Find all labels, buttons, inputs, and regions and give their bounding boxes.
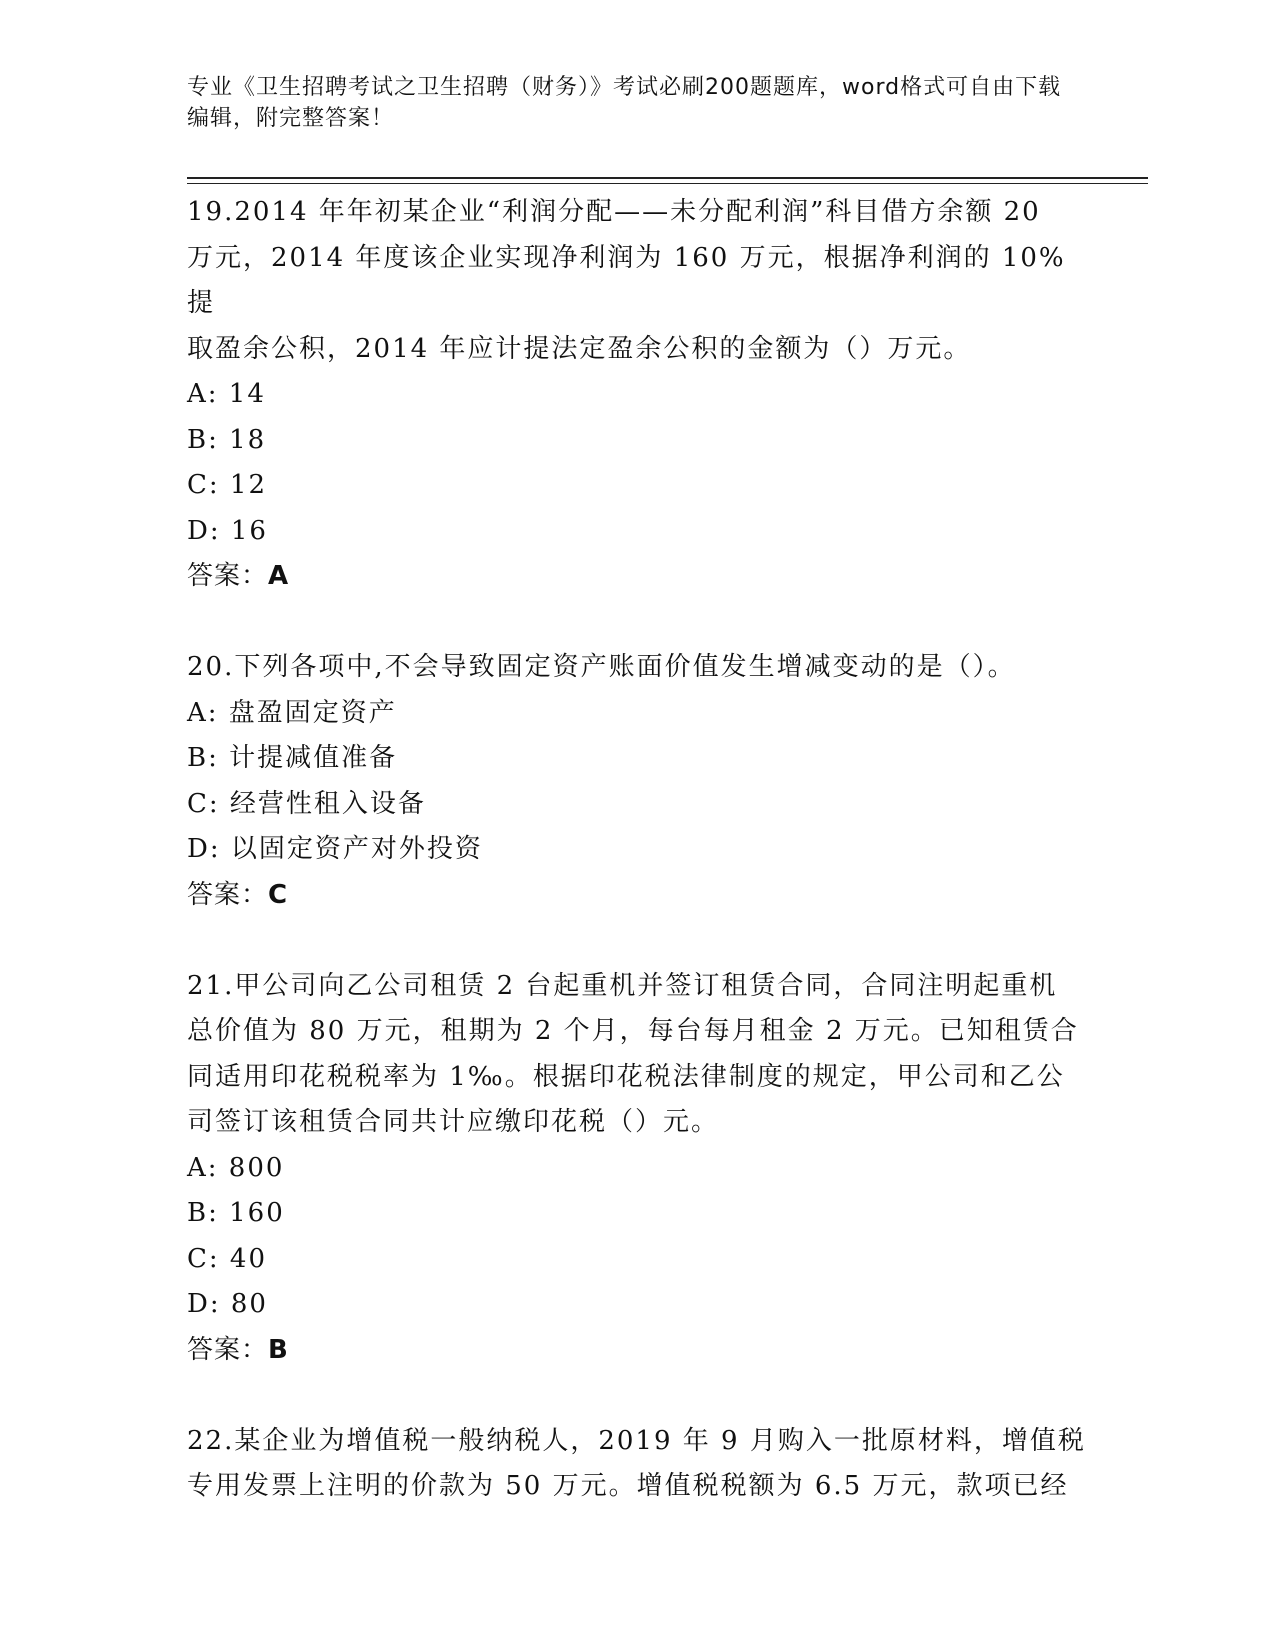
answer-value: B [268,1334,289,1365]
answer-label: 答案： [187,1334,269,1365]
option-b: B: 160 [187,1198,285,1228]
answer-label: 答案： [187,879,269,910]
header-rule-thick [187,177,1148,179]
question-stem-line: 22.某企业为增值税一般纳税人，2019 年 9 月购入一批原材料，增值税 [187,1425,1086,1456]
question-stem-line: 司签订该租赁合同共计应缴印花税（）元。 [187,1107,720,1137]
answer-label: 答案： [187,561,269,591]
option-a: A: 盘盈固定资产 [187,697,397,728]
option-c: C: 12 [187,470,268,500]
option-a: A: 800 [187,1152,285,1183]
question-stem-line: 20.下列各项中,不会导致固定资产账面价值发生增减变动的是（）。 [187,652,1016,682]
question-stem-line: 取盈余公积，2014 年应计提法定盈余公积的金额为（）万元。 [187,333,972,364]
question-20 [187,645,1087,918]
answer-line [187,873,1087,919]
question-spacer [187,918,1087,964]
option-d: D: 80 [187,1289,268,1319]
option-b: B: 18 [187,424,267,455]
answer-line [187,1328,1087,1374]
question-stem-line: 专用发票上注明的价款为 50 万元。增值税税额为 6.5 万元，款项已经 [187,1471,1069,1501]
question-stem-line: 19.2014 年年初某企业“利润分配——未分配利润”科目借方余额 20 [187,197,1041,227]
question-21 [187,964,1087,1374]
answer-value: A [268,561,290,591]
question-22 [187,1419,1087,1510]
document-header: 专业《卫生招聘考试之卫生招聘（财务）》考试必刷200题题库，word格式可自由下载编辑，附完整答案！ [187,75,1062,131]
option-c: C: 40 [187,1243,268,1274]
option-d: D: 16 [187,515,268,546]
option-b: B: 计提减值准备 [187,743,398,773]
question-19 [187,190,1087,600]
question-stem-line: 万元，2014 年度该企业实现净利润为 160 万元，根据净利润的 10%提 [187,242,1066,318]
question-spacer [187,1373,1087,1419]
option-c: C: 经营性租入设备 [187,788,426,819]
option-a: A: 14 [187,379,266,409]
option-d: D: 以固定资产对外投资 [187,834,483,864]
question-list [187,190,1087,1510]
question-stem-line: 21.甲公司向乙公司租赁 2 台起重机并签订租赁合同，合同注明起重机 [187,970,1058,1001]
header-rule-thin [187,183,1148,184]
question-stem-line: 同适用印花税税率为 1‰。根据印花税法律制度的规定，甲公司和乙公 [187,1061,1065,1092]
question-stem-line: 总价值为 80 万元，租期为 2 个月，每台每月租金 2 万元。已知租赁合 [187,1016,1079,1046]
answer-value: C [268,879,289,910]
question-spacer [187,600,1087,646]
answer-line [187,554,1087,600]
